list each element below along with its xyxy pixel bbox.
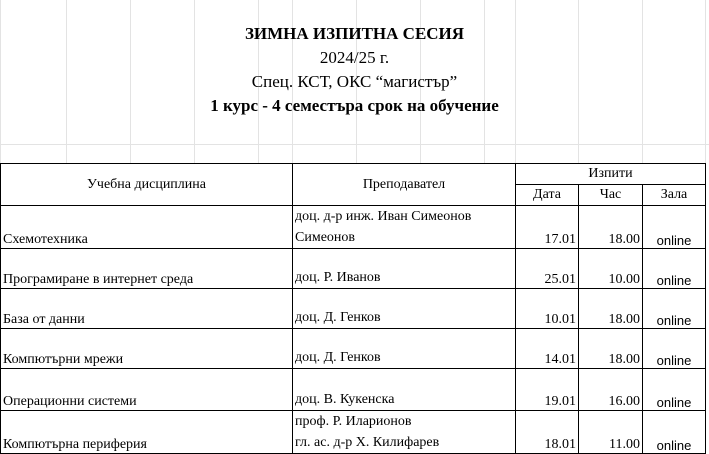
hall-cell[interactable]: online (643, 369, 706, 411)
hall-cell[interactable]: online (643, 289, 706, 329)
session-title: ЗИМНА ИЗПИТНА СЕСИЯ (244, 24, 465, 43)
date-cell[interactable]: 19.01 (516, 369, 579, 411)
table-row (1, 249, 706, 289)
discipline-cell[interactable]: Операционни системи (1, 369, 293, 411)
column-header-time[interactable]: Час (579, 185, 643, 206)
teacher-cell[interactable] (293, 369, 516, 411)
exam-schedule-table (0, 163, 706, 454)
teacher-cell[interactable] (293, 411, 516, 454)
date-cell[interactable]: 17.01 (516, 206, 579, 249)
hall-cell[interactable]: online (643, 329, 706, 369)
time-cell[interactable]: 11.00 (579, 411, 643, 454)
hall-cell[interactable]: online (643, 411, 706, 454)
table-row (1, 206, 706, 249)
teacher-cell[interactable] (293, 206, 516, 249)
discipline-cell[interactable]: Компютърна периферия (1, 411, 293, 454)
teacher-cell[interactable] (293, 329, 516, 369)
time-cell[interactable]: 10.00 (579, 249, 643, 289)
discipline-cell[interactable]: База от данни (1, 289, 293, 329)
time-cell[interactable]: 18.00 (579, 329, 643, 369)
teacher-line: доц. Р. Иванов (295, 270, 381, 285)
teacher-line: доц. д-р инж. Иван Симеонов (295, 209, 472, 224)
date-cell[interactable]: 25.01 (516, 249, 579, 289)
table-row (1, 369, 706, 411)
specialty-line: Спец. КСТ, ОКС “магистър” (251, 72, 458, 91)
time-cell[interactable]: 18.00 (579, 289, 643, 329)
teacher-line: доц. Д. Генков (295, 350, 381, 365)
teacher-cell[interactable] (293, 249, 516, 289)
discipline-cell[interactable]: Компютърни мрежи (1, 329, 293, 369)
table-row (1, 411, 706, 454)
date-cell[interactable]: 18.01 (516, 411, 579, 454)
hall-cell[interactable]: online (643, 249, 706, 289)
date-cell[interactable]: 10.01 (516, 289, 579, 329)
discipline-cell[interactable]: Програмиране в интернет среда (1, 249, 293, 289)
discipline-cell[interactable]: Схемотехника (1, 206, 293, 249)
table-row (1, 329, 706, 369)
column-header-hall[interactable]: Зала (643, 185, 706, 206)
table-row (1, 289, 706, 329)
time-cell[interactable]: 18.00 (579, 206, 643, 249)
column-header-exams[interactable]: Изпити (516, 164, 706, 185)
title-block (0, 22, 709, 118)
course-line: 1 курс - 4 семестъра срок на обучение (210, 96, 499, 115)
teacher-line: Симеонов (295, 230, 356, 245)
teacher-cell[interactable] (293, 289, 516, 329)
gridline (0, 144, 709, 145)
teacher-line: проф. Р. Иларионов (295, 414, 412, 429)
hall-cell[interactable]: online (643, 206, 706, 249)
column-header-teacher[interactable]: Преподавател (293, 164, 516, 206)
date-cell[interactable]: 14.01 (516, 329, 579, 369)
teacher-line: доц. Д. Генков (295, 310, 381, 325)
teacher-line: гл. ас. д-р Х. Килифарев (295, 435, 440, 450)
academic-year: 2024/25 г. (319, 48, 390, 67)
column-header-discipline[interactable]: Учебна дисциплина (1, 164, 293, 206)
time-cell[interactable]: 16.00 (579, 369, 643, 411)
column-header-date[interactable]: Дата (516, 185, 579, 206)
header-row (1, 164, 706, 185)
teacher-line: доц. В. Кукенска (295, 392, 395, 407)
